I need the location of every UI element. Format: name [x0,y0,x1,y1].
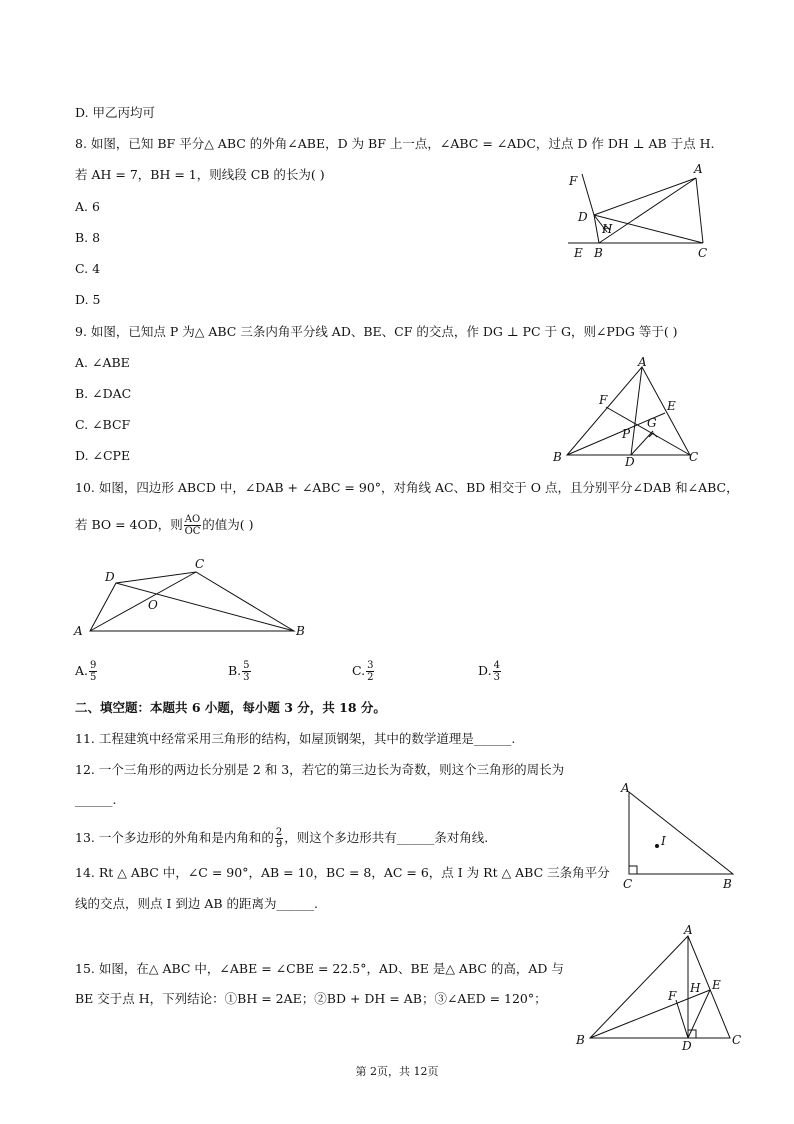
q14-label-b: B [723,877,732,891]
q15-label-h: H [690,981,701,995]
q8-option-d: D. 5 [75,292,101,307]
q10-label-b: B [296,624,305,638]
q8-label-d: D [578,210,588,224]
q10-figure [70,553,315,643]
q8-label-c: C [698,246,708,260]
q10-label-c: C [195,557,205,571]
q10-option-d: D. $\frac{4}{3}$ [478,660,500,683]
q9-label-a: A [638,355,647,369]
q8-stem-line1: 8. 如图，已知 BF 平分△ ABC 的外角∠ABE，D 为 BF 上一点，∠ABC = ∠ADC，过点 D 作 DH ⊥ AB 于点 H. [75,136,715,151]
q9-label-d: D [625,455,635,469]
q9-figure [545,355,715,470]
q15-label-d: D [682,1039,692,1053]
q10-stem-line2: 若 BO = 4OD，则 $\frac{AO}{OC}$ 的值为( ) [75,514,254,537]
q15-label-c: C [732,1033,742,1047]
q9-label-p: P [622,427,631,441]
q8-label-f: F [569,174,578,188]
q14-stem-line2: 线的交点，则点 I 到边 AB 的距离为______. [75,896,319,911]
q10-label-a: A [74,624,83,638]
q9-label-f: F [599,393,608,407]
q15-label-a: A [684,923,693,937]
q9-label-b: B [553,450,562,464]
q8-option-c: C. 4 [75,261,101,276]
q15-label-b: B [576,1033,585,1047]
q12-stem-line1: 12. 一个三角形的两边长分别是 2 和 3，若它的第三边长为奇数，则这个三角形的周长为 [75,762,565,777]
q10-fraction: $\frac{AO}{OC}$ [184,514,201,537]
q11-stem: 11. 工程建筑中经常采用三角形的结构，如屋顶钢架，其中的数学道理是______. [75,731,516,746]
q8-stem-line2: 若 AH = 7，BH = 1，则线段 CB 的长为( ) [75,167,325,182]
q14-label-c: C [623,877,633,891]
q15-stem-line2: BE 交于点 H，下列结论：①BH = 2AE；②BD + DH = AB；③∠AED = 120°； [75,991,547,1006]
q9-label-g: G [647,416,657,430]
page-footer: 第 2页，共 12页 [355,1065,439,1078]
q9-label-c: C [689,450,699,464]
q14-figure [615,780,745,895]
q10-label-o: O [148,598,158,612]
q8-label-b: B [594,246,603,260]
q8-label-h: H [602,222,613,236]
q15-stem-line1: 15. 如图，在△ ABC 中，∠ABE = ∠CBE = 22.5°，AD、BE 是△ ABC 的高，AD 与 [75,961,564,976]
q12-stem-line2: ______. [75,792,117,807]
q15-label-f: F [668,989,677,1003]
q10-stem-line1: 10. 如图，四边形 ABCD 中，∠DAB + ∠ABC = 90°，对角线 AC、BD 相交于 O 点，且分别平分∠DAB 和∠ABC， [75,480,739,495]
q9-option-c: C. ∠BCF [75,417,131,432]
q9-option-d: D. ∠CPE [75,448,131,463]
q9-stem: 9. 如图，已知点 P 为△ ABC 三条内角平分线 AD、BE、CF 的交点，作 DG ⊥ PC 于 G，则∠PDG 等于( ) [75,324,678,339]
q10-option-a: A. $\frac{9}{5}$ [75,660,97,683]
q14-stem-line1: 14. Rt △ ABC 中，∠C = 90°，AB = 10，BC = 8，AC = 6，点 I 为 Rt △ ABC 三条角平分 [75,865,610,880]
q10-option-b: B. $\frac{5}{3}$ [228,660,250,683]
q7-option-d: D. 甲乙丙均可 [75,105,156,120]
q8-label-e: E [574,246,583,260]
q14-label-a: A [621,781,630,795]
q8-option-a: A. 6 [75,199,100,214]
q15-label-e: E [712,978,721,992]
q10-option-c: C. $\frac{3}{2}$ [352,660,374,683]
section-2-heading: 二、填空题：本题共 6 小题，每小题 3 分，共 18 分。 [75,700,386,715]
q10-label-d: D [105,570,115,584]
q8-label-a: A [694,162,703,176]
q9-label-e: E [667,399,676,413]
q9-option-b: B. ∠DAC [75,386,132,401]
q13-stem: 13. 一个多边形的外角和是内角和的 $\frac{2}{9}$ ，则这个多边形共有______条对角线. [75,827,489,850]
q9-option-a: A. ∠ABE [75,355,130,370]
q15-figure [570,920,750,1055]
q8-option-b: B. 8 [75,230,101,245]
q8-figure [560,160,720,265]
q14-label-i: I [661,834,666,848]
